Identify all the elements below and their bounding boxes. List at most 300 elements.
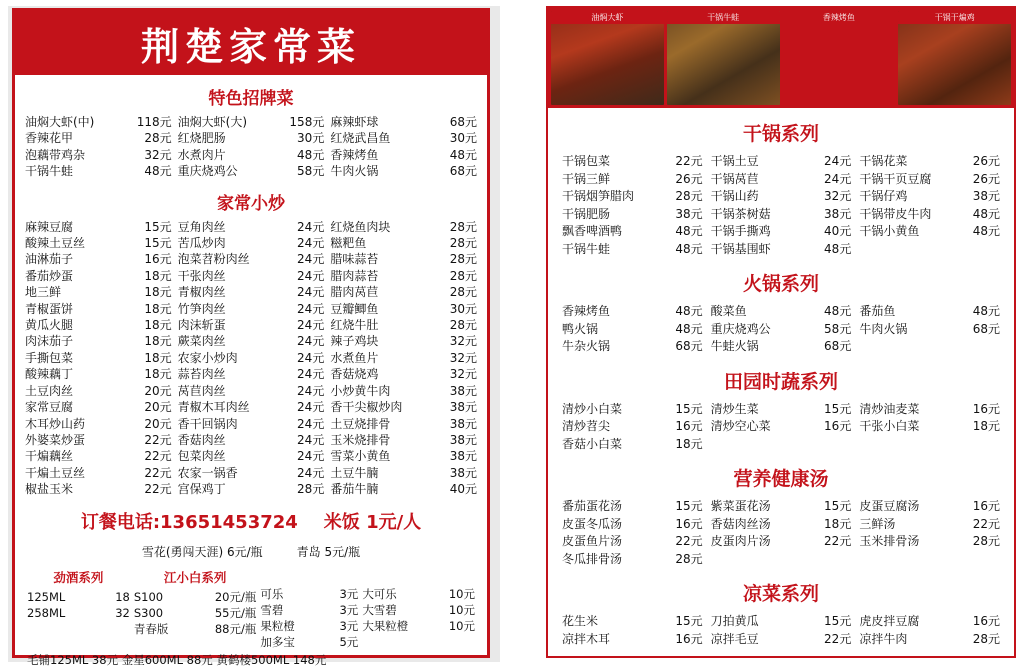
menu-item-price: 28元 — [972, 631, 1000, 646]
drink-row — [260, 586, 358, 602]
menu-item-price: 26元 — [972, 171, 1000, 186]
menu-item-price: 20元 — [144, 400, 172, 415]
menu-item-price: 68元 — [675, 339, 703, 353]
menu-item-name: 牛肉火锅 — [330, 164, 379, 179]
menu-item-row — [711, 241, 852, 259]
menu-item-price: 20元 — [144, 416, 172, 431]
menu-item-name: 凉拌牛肉 — [859, 631, 908, 646]
menu-item-price: 24元 — [297, 268, 325, 283]
menu-item-name: 香菇烧鸡 — [330, 367, 379, 382]
menu-item-price: 48元 — [675, 241, 703, 256]
menu-item-name: 飘香啤酒鸭 — [562, 224, 623, 238]
menu-item-row — [25, 301, 172, 317]
menu-item-price: 24元 — [824, 171, 852, 186]
menu-item-name: 土豆牛腩 — [330, 465, 379, 480]
menu-item-price: 32元 — [144, 147, 172, 162]
menu-item-name: 农家小炒肉 — [177, 350, 238, 365]
menu-item-price: 48元 — [449, 147, 477, 162]
menu-item-price: 48元 — [824, 304, 852, 318]
menu-item-price: 15元 — [824, 499, 852, 513]
menu-item-row — [562, 153, 703, 171]
order-phone: 订餐电话:13651453724 — [80, 511, 298, 533]
menu-item-name: 辣子鸡块 — [330, 334, 379, 349]
menu-item-price: 24元 — [824, 154, 852, 168]
menu-item-row — [859, 533, 1000, 551]
menu-item-price: 28元 — [675, 551, 703, 566]
menu-item-price: 24元 — [297, 432, 325, 447]
menu-item-price: 32元 — [449, 334, 477, 349]
menu-item-name: 凉拌毛豆 — [710, 631, 759, 646]
menu-item-price: 24元 — [297, 383, 325, 398]
menu-item-name: 蒜苔肉丝 — [177, 367, 226, 382]
menu-item-price: 38元 — [449, 400, 477, 415]
menu-item-name: 莴苣肉丝 — [177, 383, 226, 398]
menu-item-name: 干锅莴苣 — [710, 171, 759, 186]
menu-item-price: 38元 — [449, 416, 477, 431]
menu-item-name: 香辣烤鱼 — [330, 147, 379, 162]
menu-item-row — [711, 206, 852, 224]
menu-item-price: 68元 — [449, 115, 477, 129]
menu-item-price: 28元 — [144, 131, 172, 146]
menu-item-name: 苦瓜炒肉 — [177, 236, 226, 251]
dish-photo-caption: 香辣烤鱼 — [783, 11, 896, 24]
drink-price: 10元 — [448, 602, 475, 617]
section-title-signature: 特色招牌菜 — [208, 89, 294, 109]
menu-item-row — [178, 163, 325, 179]
menu-item-row — [859, 631, 1000, 649]
drink-name: 加多宝 — [260, 634, 295, 649]
menu-item-price: 38元 — [824, 206, 852, 221]
menu-item-price: 28元 — [972, 534, 1000, 548]
menu-item-row — [859, 171, 1000, 189]
drink-price: 32 — [115, 605, 130, 620]
menu-item-price: 15元 — [144, 219, 172, 234]
menu-item-row — [562, 206, 703, 224]
menu-item-price: 28元 — [449, 318, 477, 333]
menu-item-price: 24元 — [297, 416, 325, 431]
menu-item-name: 麻辣豆腐 — [25, 219, 74, 234]
menu-item-name: 水煮肉片 — [177, 147, 226, 162]
menu-item-price: 15元 — [675, 499, 703, 513]
dish-photo — [667, 11, 780, 105]
menu-item-name: 皮蛋冬瓜汤 — [562, 516, 623, 531]
menu-item-row — [562, 436, 703, 454]
drink-row — [134, 605, 256, 621]
menu-item-name: 番茄鱼 — [859, 304, 896, 318]
drink-column-head: 江小白系列 — [163, 569, 227, 585]
soups-grid — [548, 498, 1014, 568]
menu-item-name: 干锅手撕鸡 — [710, 224, 771, 238]
menu-item-name: 木耳炒山药 — [25, 416, 86, 431]
rice-price: 米饭 1元/人 — [323, 511, 422, 533]
menu-item-price: 28元 — [449, 236, 477, 251]
drink-price: 18 — [115, 589, 130, 604]
menu-item-row — [178, 448, 325, 464]
menu-item-row — [330, 268, 477, 284]
menu-item-price: 18元 — [144, 367, 172, 382]
cold-dishes-grid — [548, 613, 1014, 648]
menu-item-name: 腊肉蒜苔 — [330, 268, 379, 283]
menu-item-row — [859, 153, 1000, 171]
menu-item-row — [178, 268, 325, 284]
dish-photo-band — [548, 8, 1014, 108]
left-panel — [12, 8, 490, 667]
menu-item-name: 肉沫茄子 — [25, 334, 74, 349]
menu-item-row — [178, 251, 325, 267]
drink-price: 3元 — [339, 586, 359, 601]
section-title-homestyle: 家常小炒 — [217, 193, 285, 214]
menu-item-price: 16元 — [972, 499, 1000, 513]
menu-item-row — [562, 188, 703, 206]
menu-item-price: 15元 — [824, 401, 852, 416]
menu-item-row — [25, 147, 172, 163]
menu-item-row — [562, 613, 703, 631]
menu-item-name: 虎皮拌豆腐 — [859, 614, 920, 628]
menu-item-price: 28元 — [675, 189, 703, 203]
menu-item-row — [25, 350, 172, 366]
menu-item-name: 皮蛋肉片汤 — [710, 534, 771, 548]
menu-item-name: 青椒木耳肉丝 — [177, 400, 250, 415]
menu-item-row — [330, 333, 477, 349]
menu-item-row — [562, 418, 703, 436]
menu-item-row — [562, 631, 703, 649]
menu-item-name: 外婆菜炒蛋 — [25, 432, 86, 447]
menu-item-price: 16元 — [675, 419, 703, 433]
menu-item-name: 油淋茄子 — [25, 252, 74, 267]
section-title-dry-pot: 干锅系列 — [742, 123, 819, 145]
menu-item-row — [330, 416, 477, 432]
menu-item-row — [25, 333, 172, 349]
menu-item-row — [178, 465, 325, 481]
menu-item-row — [330, 448, 477, 464]
menu-item-price: 28元 — [449, 252, 477, 267]
drink-column-head: 劲酒系列 — [53, 569, 104, 585]
menu-item-price: 30元 — [449, 131, 477, 146]
menu-item-row — [25, 481, 172, 497]
menu-item-name: 干煸藕丝 — [25, 449, 74, 464]
beer-item: 青岛 5元/瓶 — [296, 544, 361, 559]
menu-item-name: 香干尖椒炒肉 — [330, 400, 403, 415]
menu-item-row — [178, 350, 325, 366]
menu-item-price: 40元 — [824, 224, 852, 238]
menu-item-price: 24元 — [297, 465, 325, 480]
menu-item-row — [711, 533, 852, 551]
menu-item-name: 水煮鱼片 — [330, 350, 379, 365]
drink-name: 大雪碧 — [362, 602, 397, 617]
menu-item-row — [562, 171, 703, 189]
drink-name: 258ML — [27, 605, 66, 620]
menu-item-row — [25, 219, 172, 235]
menu-item-price: 118元 — [136, 115, 172, 129]
menu-item-row — [859, 206, 1000, 224]
menu-item-row — [562, 223, 703, 241]
menu-item-price: 18元 — [972, 419, 1000, 433]
right-menu-board — [546, 6, 1016, 658]
menu-item-name: 红烧肥肠 — [177, 131, 226, 146]
drink-row — [27, 589, 130, 605]
menu-item-price: 26元 — [972, 154, 1000, 168]
menu-item-row — [711, 321, 852, 339]
menu-item-row — [711, 631, 852, 649]
menu-item-row — [711, 498, 852, 516]
menu-item-row — [859, 321, 1000, 339]
menu-item-row — [562, 533, 703, 551]
menu-item-name: 番茄牛腩 — [330, 482, 379, 497]
menu-item-name: 椒盐玉米 — [25, 482, 74, 497]
menu-item-name: 香辣烤鱼 — [562, 304, 611, 318]
menu-item-name: 豆角肉丝 — [177, 219, 226, 234]
menu-item-name: 酸辣土豆丝 — [25, 236, 86, 251]
menu-item-name: 糍粑鱼 — [330, 236, 367, 251]
menu-item-name: 红烧武昌鱼 — [330, 131, 391, 146]
menu-item-name: 三鲜汤 — [859, 516, 896, 531]
menu-item-row — [711, 613, 852, 631]
drink-column — [134, 568, 256, 650]
vegetables-grid — [548, 401, 1014, 454]
menu-item-row — [178, 235, 325, 251]
menu-item-name: 干锅基围虾 — [710, 241, 771, 256]
menu-item-name: 干锅仔鸡 — [859, 189, 908, 203]
menu-item-name: 刀拍黄瓜 — [710, 614, 759, 628]
menu-item-row — [859, 303, 1000, 321]
menu-item-name: 牛肉火锅 — [859, 321, 908, 336]
menu-item-name: 地三鲜 — [25, 285, 62, 300]
menu-item-name: 冬瓜排骨汤 — [562, 551, 623, 566]
menu-item-price: 28元 — [297, 482, 325, 497]
drink-price: 20元/瓶 — [214, 589, 257, 604]
menu-item-name: 清炒生菜 — [710, 401, 759, 416]
menu-item-price: 68元 — [824, 339, 852, 353]
menu-item-name: 泡菜苕粉肉丝 — [177, 252, 250, 267]
menu-item-row — [25, 268, 172, 284]
menu-item-price: 18元 — [144, 318, 172, 333]
drink-name: S100 — [133, 589, 164, 604]
menu-item-row — [711, 516, 852, 534]
menu-item-price: 30元 — [449, 301, 477, 316]
menu-item-name: 干锅小黄鱼 — [859, 224, 920, 238]
menu-item-name: 腊肉莴苣 — [330, 285, 379, 300]
dish-photo — [551, 11, 664, 105]
menu-item-row — [178, 219, 325, 235]
menu-item-row — [711, 223, 852, 241]
menu-item-name: 清炒苕尖 — [562, 419, 611, 433]
drink-price: 3元 — [339, 618, 359, 633]
menu-item-row — [330, 399, 477, 415]
menu-item-price: 28元 — [449, 219, 477, 234]
drink-name: 大可乐 — [362, 586, 397, 601]
beer-line — [15, 543, 487, 560]
drink-price: 55元/瓶 — [214, 605, 257, 620]
menu-item-name: 香菇小白菜 — [562, 436, 623, 451]
menu-item-price: 22元 — [675, 154, 703, 168]
menu-item-name: 雪菜小黄鱼 — [330, 449, 391, 464]
menu-item-price: 18元 — [675, 436, 703, 451]
menu-item-name: 牛杂火锅 — [562, 339, 611, 353]
menu-item-price: 20元 — [144, 383, 172, 398]
menu-item-name: 干锅牛蛙 — [562, 241, 611, 256]
menu-item-price: 18元 — [824, 516, 852, 531]
drink-row — [134, 589, 256, 605]
drink-row — [362, 618, 475, 634]
menu-item-name: 红烧牛肚 — [330, 318, 379, 333]
drink-price: 10元 — [448, 586, 475, 601]
drink-column-head — [362, 568, 475, 583]
menu-item-row — [859, 613, 1000, 631]
menu-item-row — [859, 418, 1000, 436]
menu-item-price: 24元 — [297, 219, 325, 234]
menu-item-price: 22元 — [824, 631, 852, 646]
menu-item-price: 24元 — [297, 367, 325, 382]
menu-item-name: 红烧鱼肉块 — [330, 219, 391, 234]
menu-item-name: 番茄蛋花汤 — [562, 499, 623, 513]
drink-name: 125ML — [27, 589, 66, 604]
menu-item-name: 玉米排骨汤 — [859, 534, 920, 548]
menu-item-price: 22元 — [144, 432, 172, 447]
drinks-grid — [15, 560, 487, 650]
menu-item-price: 16元 — [972, 401, 1000, 416]
menu-item-price: 38元 — [449, 383, 477, 398]
menu-item-price: 68元 — [972, 321, 1000, 336]
menu-item-price: 16元 — [972, 614, 1000, 628]
drink-row — [134, 621, 256, 637]
menu-item-price: 15元 — [675, 401, 703, 416]
menu-item-price: 38元 — [972, 189, 1000, 203]
menu-item-price: 24元 — [297, 236, 325, 251]
menu-item-row — [25, 432, 172, 448]
menu-item-price: 48元 — [675, 321, 703, 336]
drink-name: 可乐 — [260, 586, 284, 601]
beer-item: 雪花(勇闯天涯) 6元/瓶 — [141, 544, 263, 559]
section-title-hot-pot: 火锅系列 — [742, 273, 819, 295]
menu-item-price: 22元 — [144, 449, 172, 464]
menu-item-name: 干锅带皮牛肉 — [859, 206, 932, 221]
menu-item-row — [562, 241, 703, 259]
signature-dish-grid — [15, 114, 487, 180]
menu-item-row — [562, 498, 703, 516]
menu-item-price: 26元 — [675, 171, 703, 186]
menu-item-row — [178, 399, 325, 415]
menu-item-name: 紫菜蛋花汤 — [710, 499, 771, 513]
menu-item-row — [859, 516, 1000, 534]
menu-item-row — [711, 418, 852, 436]
hot-pot-grid — [548, 303, 1014, 356]
menu-item-row — [859, 401, 1000, 419]
dish-photo-caption: 油焖大虾 — [551, 11, 664, 24]
menu-item-price: 24元 — [297, 334, 325, 349]
menu-item-name: 玉米烧排骨 — [330, 432, 391, 447]
menu-item-row — [178, 481, 325, 497]
menu-item-name: 重庆烧鸡公 — [710, 321, 771, 336]
menu-item-row — [178, 301, 325, 317]
menu-item-row — [25, 317, 172, 333]
menu-item-name: 干锅干页豆腐 — [859, 171, 932, 186]
menu-item-price: 30元 — [297, 131, 325, 146]
menu-item-name: 油焖大虾(大) — [177, 115, 248, 129]
menu-item-row — [711, 153, 852, 171]
menu-item-row — [178, 432, 325, 448]
menu-item-price: 38元 — [449, 465, 477, 480]
menu-item-name: 小炒黄牛肉 — [330, 383, 391, 398]
menu-item-name: 蕨菜肉丝 — [177, 334, 226, 349]
menu-item-row — [178, 114, 325, 130]
drink-name: 雪碧 — [260, 602, 284, 617]
section-title-soups: 营养健康汤 — [733, 468, 829, 490]
menu-item-price: 24元 — [297, 285, 325, 300]
drink-price: 3元 — [339, 602, 359, 617]
drink-column — [27, 568, 130, 650]
menu-item-price: 15元 — [824, 614, 852, 628]
menu-item-row — [25, 130, 172, 146]
menu-item-price: 22元 — [675, 534, 703, 548]
menu-title-band — [15, 11, 487, 75]
section-title-vegetables: 田园时蔬系列 — [723, 370, 838, 393]
menu-item-price: 48元 — [675, 224, 703, 238]
menu-item-name: 干锅茶树菇 — [710, 206, 771, 221]
menu-item-name: 干锅包菜 — [562, 154, 611, 168]
dish-photo — [898, 11, 1011, 105]
menu-item-row — [25, 416, 172, 432]
drink-column-head — [260, 568, 358, 583]
menu-item-name: 干锅牛蛙 — [25, 164, 74, 179]
page-title: 荆楚家常菜 — [140, 24, 361, 69]
drink-column — [260, 568, 358, 650]
drink-price: 10元 — [448, 618, 475, 633]
menu-item-row — [25, 399, 172, 415]
menu-item-name: 干张小白菜 — [859, 419, 920, 433]
menu-item-row — [711, 188, 852, 206]
menu-item-price: 24元 — [297, 350, 325, 365]
menu-item-price: 22元 — [824, 534, 852, 548]
menu-item-price: 48元 — [972, 206, 1000, 221]
menu-item-price: 28元 — [449, 268, 477, 283]
menu-item-name: 腊味蒜苔 — [330, 252, 379, 267]
menu-item-row — [25, 366, 172, 382]
menu-item-row — [178, 317, 325, 333]
menu-item-price: 18元 — [144, 301, 172, 316]
menu-item-row — [178, 416, 325, 432]
drink-price: 88元/瓶 — [214, 621, 257, 636]
menu-item-name: 干张肉丝 — [177, 268, 226, 283]
menu-item-row — [25, 448, 172, 464]
menu-item-price: 18元 — [144, 268, 172, 283]
drink-row — [362, 586, 475, 602]
menu-item-price: 38元 — [449, 449, 477, 464]
menu-item-price: 48元 — [824, 241, 852, 256]
menu-item-row — [562, 401, 703, 419]
menu-item-price: 22元 — [144, 482, 172, 497]
menu-item-name: 家常豆腐 — [25, 400, 74, 415]
drink-name: 大果粒橙 — [362, 618, 409, 633]
menu-item-price: 28元 — [449, 285, 477, 300]
menu-item-name: 干煸土豆丝 — [25, 465, 86, 480]
menu-item-name: 香辣花甲 — [25, 131, 74, 146]
dish-photo-caption: 干锅牛蛙 — [667, 11, 780, 24]
menu-item-price: 58元 — [824, 321, 852, 336]
dry-pot-grid — [548, 153, 1014, 258]
order-phone-line — [15, 508, 487, 534]
menu-item-price: 24元 — [297, 252, 325, 267]
menu-item-name: 手撕包菜 — [25, 350, 74, 365]
menu-item-row — [178, 366, 325, 382]
menu-item-name: 油焖大虾(中) — [25, 115, 95, 129]
menu-item-row — [859, 498, 1000, 516]
drink-price: 5元 — [339, 634, 359, 649]
drink-row — [362, 602, 475, 618]
drink-name: 青春版 — [133, 621, 169, 636]
menu-item-row — [330, 465, 477, 481]
menu-item-price: 22元 — [144, 465, 172, 480]
menu-item-name: 皮蛋豆腐汤 — [859, 499, 920, 513]
